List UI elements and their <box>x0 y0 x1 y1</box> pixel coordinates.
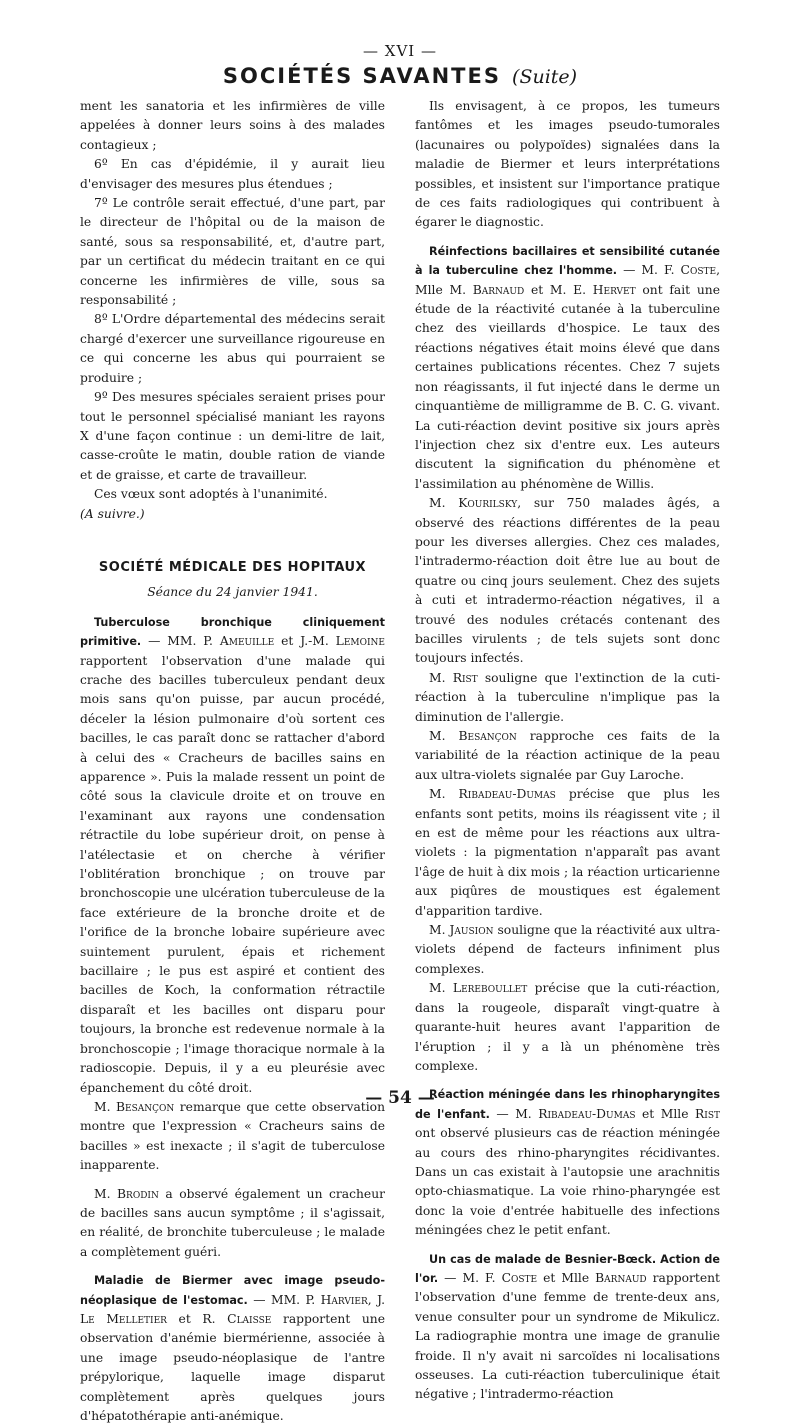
author-name: Rist <box>452 670 478 685</box>
author-name: Coste <box>501 1270 538 1285</box>
article-heading: Maladie de Biermer avec image pseudo-néoplasique de l'estomac. <box>80 1274 385 1307</box>
author-name: Lemoine <box>335 634 386 649</box>
author-name: Brodin <box>117 1186 159 1201</box>
author-name: Hervet <box>592 282 636 297</box>
section-title: SOCIÉTÉ MÉDICALE DES HOPITAUX <box>98 559 367 575</box>
discussion-brodin: M. Brodin a observé également un cracheur de bacilles sans aucun symptôme ; il s'agissait, en réalité, de bronchite tuberculeuse ; le malade a complètement guéri. <box>80 1186 385 1259</box>
article-heading: Un cas de malade de Besnier-Bœck. Action de l'or. <box>415 1252 720 1285</box>
article-reinfections-bacillaires: Réinfections bacillaires et sensibilité cutanée à la tuberculine chez l'homme. — M. F. Coste, Mlle M. Barnaud et M. E. Hervet ont fait une étude de la réactivité cutanée à la tuberculine chez des vieillards d'hospice. Le taux des réactions négatives était moins élevé que dans certaines publications récentes. Chez 7 sujets non réagissants, il fut injecté dans le derme un cinquantième de milligramme de B. C. G. vivant. La cuti-réaction devint positive six jours après l'injection chez six d'entre eux. Les auteurs discutent la signification du phénomène et l'assimilation au phénomène de Willis. <box>415 244 720 491</box>
left-column <box>80 97 385 1426</box>
author-name: Rist <box>695 1106 720 1121</box>
author-name: Besançon <box>116 1099 175 1114</box>
roman-page-number: — XVI — <box>363 42 437 60</box>
a-suivre-note: (A suivre.) <box>80 506 145 521</box>
header-suite: (Suite) <box>512 66 578 88</box>
article-heading: Réaction méningée dans les rhinopharyngites de l'enfant. <box>415 1088 720 1121</box>
author-name: Coste <box>680 263 717 278</box>
left-paragraph: 7º Le contrôle serait effectué, d'une part, par le directeur de l'hôpital ou de la maison de santé, sous sa responsabilité, et, d'autre part, par un certificat du médecin traitant en ce qui concerne les infirmières de ville, sous sa responsabilité ; <box>80 196 385 308</box>
author-name: Ameuille <box>219 634 275 649</box>
page-header <box>0 64 800 88</box>
author-name: Le Melletier <box>80 1311 167 1326</box>
left-paragraph: 6º En cas d'épidémie, il y aurait lieu d'envisager des mesures plus étendues ; <box>80 157 385 191</box>
left-paragraph: 9º Des mesures spéciales seraient prises pour tout le personnel spécialisé maniant les rayons X d'une façon continue : un demi-litre de lait, casse-croûte le matin, double ration de viande et de graisse, et carte de travailleur. <box>80 390 385 482</box>
author-name: Besançon <box>458 729 517 743</box>
right-paragraph: Ils envisagent, à ce propos, les tumeurs fantômes et les images pseudo-tumorales (lacunaires ou polypoïdes) signalées dans la maladie de Biermer et leurs interprétations possibles, et insistent sur l'importance pratique de ces faits radiologiques qui contribuent à égarer le diagnostic. <box>415 99 720 230</box>
author-name: Ribadeau-Dumas <box>458 787 556 802</box>
discussion-rist: M. Rist souligne que l'extinction de la cuti-réaction à la tuberculine n'implique pas la diminution de l'allergie. <box>415 670 720 724</box>
author-name: Barnaud <box>472 282 525 297</box>
article-reaction-meningee: Réaction méningée dans les rhinopharyngites de l'enfant. — M. Ribadeau-Dumas et Mlle Rist ont observé plusieurs cas de réaction méningée au cours des rhino-pharyngites récidivantes. Dans un cas existait à l'autopsie une arachnitis opto-chiasmatique. La voie rhino-pharyngée est donc la voie d'entrée habituelle des infections méningées chez le petit enfant. <box>415 1088 720 1238</box>
session-date: Séance du 24 janvier 1941. <box>147 585 318 600</box>
article-tuberculose-bronchique: Tuberculose bronchique cliniquement primitive. — MM. P. Ameuille et J.-M. Lemoine rapportent l'observation d'une malade qui crache des bacilles tuberculeux pendant deux mois sans qu'on puisse, par aucun procédé, déceler la lésion pulmonaire d'où sortent ces bacilles, le cas paraît donc se rattacher d'abord à celui des « Cracheurs de bacilles sains en apparence ». Puis la malade ressent un point de côté sous la clavicule droite et on trouve en l'examinant aux rayons une condensation rétractile du lobe supérieur droit, on pense à l'atélectasie et on cherche à vérifier l'oblitération bronchique ; on trouve par bronchoscopie une ulcération tuberculeuse de la face extérieure de la bronche droite et de l'orifice de la bronche lobaire supérieure avec suintement purulent, épais et richement bacillaire ; le pus est aspiré et contient des bacilles de Koch, la conformation rétractile disparaît et les bacilles ont disparu pour toujours, la bronche est redevenue normale à la bronchoscopie ; l'image thoracique normale à la radioscopie. Depuis, il y a eu pleurésie avec épanchement du côté droit. <box>80 615 386 1095</box>
left-paragraph: Ces vœux sont adoptés à l'unanimité. <box>94 487 328 502</box>
header-title: SOCIÉTÉS SAVANTES <box>222 64 501 88</box>
article-heading: Tuberculose bronchique cliniquement primitive. <box>80 615 385 649</box>
left-paragraph: 8º L'Ordre départemental des médecins serait chargé d'exercer une surveillance rigoureuse en ce qui concerne les abus qui pourraient se produire ; <box>80 312 385 385</box>
discussion-besancon: M. Besançon remarque que cette observation montre que l'expression « Cracheurs sains de bacilles » est inexacte ; il s'agit de tuberculose inapparente. <box>80 1099 385 1173</box>
discussion-jausion: M. Jausion souligne que la réactivité aux ultra-violets dépend de facteurs infiniment plus complexes. <box>415 923 721 976</box>
author-name: Kourilsky <box>458 496 518 511</box>
discussion-kourilsky: M. Kourilsky, sur 750 malades âgés, a observé des réactions différentes de la peau pour les diverses allergies. Chez ces malades, l'intradermo-réaction doit être lue au bout de quatre ou cinq jours seulement. Chez des sujets à cuti et intradermo-réaction négatives, il a trouvé des nodules crétacés contenant des bacilles virulents ; de tels sujets sont donc toujours infectés. <box>415 496 720 666</box>
author-name: Lereboullet <box>452 981 528 996</box>
discussion-ribadeau-dumas: M. Ribadeau-Dumas précise que plus les enfants sont petits, moins ils réagissent vite ; il en est de même pour les réactions aux ultra-violets : la pigmentation n'apparaît pas avant l'âge de huit à dix mois ; la réaction urticarienne aux piqûres de moustiques est également d'apparition tardive. <box>415 787 720 918</box>
author-name: Ribadeau-Dumas <box>538 1106 636 1121</box>
author-name: Barnaud <box>595 1270 647 1285</box>
article-heading: Réinfections bacillaires et sensibilité cutanée à la tuberculine chez l'homme. <box>415 244 720 278</box>
page-number: — 54 — <box>365 1088 435 1108</box>
author-name: Harvier <box>320 1292 368 1307</box>
right-column <box>415 97 720 1405</box>
discussion-lereboullet: M. Lereboullet précise que la cuti-réaction, dans la rougeole, disparaît vingt-quatre à quarante-huit heures avant l'apparition de l'éruption ; il y a là un phénomène très complexe. <box>415 981 720 1073</box>
author-name: Claisse <box>227 1311 272 1326</box>
article-maladie-biermer: Maladie de Biermer avec image pseudo-néoplasique de l'estomac. — MM. P. Harvier, J. Le Melletier et R. Claisse rapportent une observation d'anémie biermérienne, associée à une image pseudo-néoplasique de l'antre prépylorique, laquelle image disparut complètement après quelques jours d'hépatothérapie anti-anémique. <box>80 1274 385 1423</box>
left-paragraph: ment les sanatoria et les infirmières de ville appelées à donner leurs soins à des malades contagieux ; <box>80 99 385 152</box>
article-besnier-boeck: Un cas de malade de Besnier-Bœck. Action de l'or. — M. F. Coste et Mlle Barnaud rapportent l'observation d'une femme de trente-deux ans, venue consulter pour un syndrome de Mikulicz. La radiographie montra une image de granulie froide. Il n'y avait ni sarcoïdes ni localisations osseuses. La cuti-réaction tuberculinique était négative ; l'intradermo-réaction <box>415 1252 720 1402</box>
discussion-besancon: M. Besançon rapproche ces faits de la variabilité de la réaction actinique de la peau aux ultra-violets signalée par Guy Laroche. <box>415 729 720 782</box>
author-name: Jausion <box>449 923 494 938</box>
